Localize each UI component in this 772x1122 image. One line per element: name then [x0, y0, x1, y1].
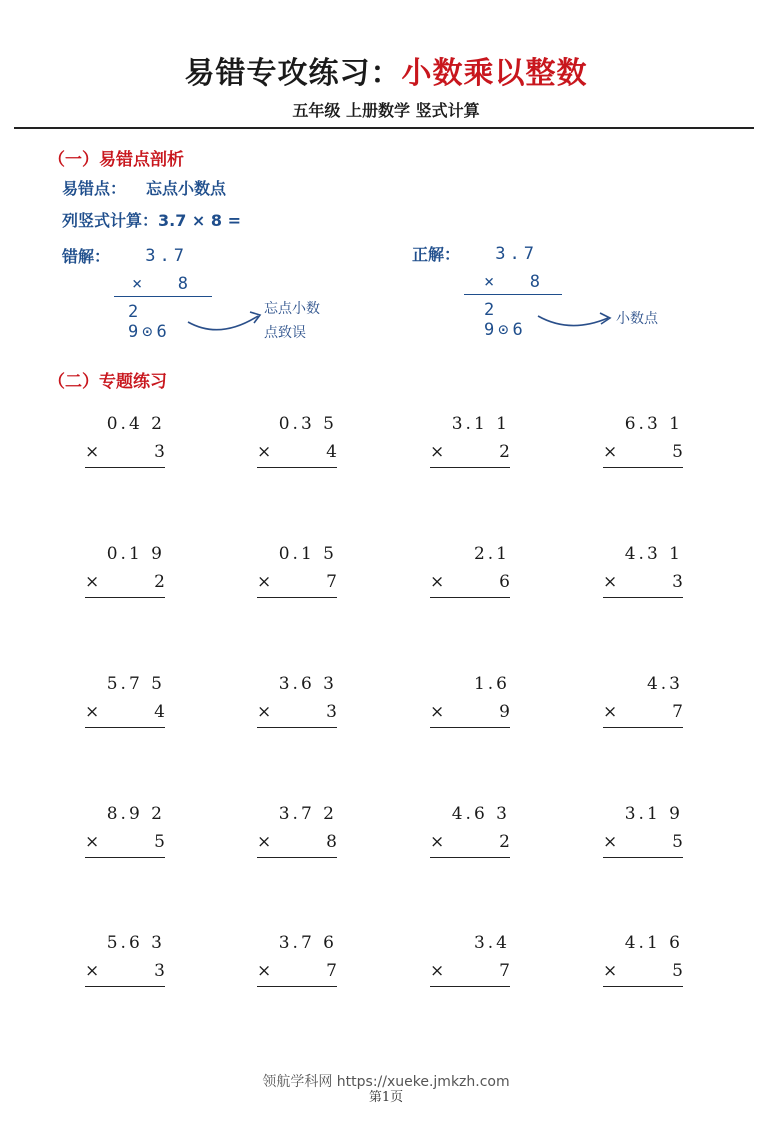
problem-underline — [257, 727, 337, 728]
problem-underline — [430, 597, 510, 598]
multiply-sign: × — [257, 572, 272, 592]
problem-top-number: 0.3 5 — [278, 414, 337, 434]
multiply-sign: × — [257, 702, 272, 722]
problem-multiplier: 2 — [499, 832, 510, 852]
page-subtitle: 五年级 上册数学 竖式计算 — [292, 101, 480, 120]
error-point-value: 忘点小数点 — [146, 179, 227, 198]
problem-multiply-row — [85, 572, 165, 592]
right-arrow — [530, 300, 620, 336]
practice-problem — [430, 414, 512, 484]
problem-multiply-row — [603, 832, 683, 852]
problem-multiplier: 3 — [154, 442, 165, 462]
practice-problem — [85, 544, 167, 614]
multiply-sign: × — [257, 832, 272, 852]
problem-underline — [257, 467, 337, 468]
practice-problem — [430, 674, 512, 744]
wrong-label: 错解： — [62, 247, 111, 266]
problem-multiplier: 2 — [499, 442, 510, 462]
multiply-sign: × — [85, 832, 100, 852]
multiply-sign: × — [85, 442, 100, 462]
problem-top-number: 8.9 2 — [106, 804, 165, 824]
multiply-sign: × — [603, 702, 618, 722]
right-multiply-sign: × — [484, 272, 495, 292]
problem-top-number: 2.1 — [473, 544, 510, 564]
wrong-arrow — [180, 300, 270, 340]
multiply-sign: × — [85, 961, 100, 981]
problem-multiply-row — [603, 572, 683, 592]
problem-underline — [85, 597, 165, 598]
practice-problem — [257, 414, 339, 484]
wrong-result: 2 9⊙6 — [128, 302, 171, 342]
problem-top-number: 3.4 — [473, 933, 510, 953]
problem-top-number: 1.6 — [473, 674, 510, 694]
page-title — [0, 48, 772, 92]
instruction-text: 列竖式计算：3.7 × 8 = — [62, 211, 242, 230]
problem-underline — [603, 986, 683, 987]
practice-problem — [430, 933, 512, 1003]
error-point-label: 易错点： — [62, 179, 127, 198]
multiply-sign: × — [603, 572, 618, 592]
right-note: 小数点 — [616, 311, 658, 327]
right-multiplier: 8 — [529, 272, 540, 292]
multiply-sign: × — [257, 442, 272, 462]
problem-top-number: 4.6 3 — [451, 804, 510, 824]
problem-underline — [430, 467, 510, 468]
practice-problem — [257, 544, 339, 614]
problem-multiply-row — [430, 832, 510, 852]
problem-multiply-row — [257, 572, 337, 592]
multiply-sign: × — [430, 961, 445, 981]
problem-multiplier: 6 — [499, 572, 510, 592]
problem-underline — [430, 727, 510, 728]
problem-top-number: 0.1 9 — [106, 544, 165, 564]
problem-underline — [603, 857, 683, 858]
wrong-multiply-row — [132, 274, 188, 294]
problem-underline — [603, 467, 683, 468]
multiply-sign: × — [603, 832, 618, 852]
problem-underline — [85, 986, 165, 987]
practice-problem — [85, 414, 167, 484]
practice-problem — [430, 544, 512, 614]
problem-top-number: 3.7 2 — [278, 804, 337, 824]
problem-top-number: 3.1 9 — [624, 804, 683, 824]
problem-top-number: 6.3 1 — [624, 414, 683, 434]
problem-multiplier: 4 — [326, 442, 337, 462]
practice-problem — [257, 933, 339, 1003]
problem-top-number: 4.1 6 — [624, 933, 683, 953]
problem-underline — [85, 727, 165, 728]
problem-multiplier: 5 — [672, 832, 683, 852]
header-divider — [14, 127, 754, 129]
wrong-multiplier: 8 — [177, 274, 188, 294]
problem-underline — [257, 986, 337, 987]
problem-multiply-row — [430, 572, 510, 592]
problem-multiply-row — [85, 832, 165, 852]
problem-multiplier: 5 — [154, 832, 165, 852]
practice-problem — [257, 804, 339, 874]
right-result: 2 9⊙6 — [484, 300, 527, 340]
practice-problem — [257, 674, 339, 744]
problem-multiplier: 7 — [326, 572, 337, 592]
problem-multiplier: 3 — [154, 961, 165, 981]
right-top-number: 3.7 — [495, 244, 538, 264]
problem-multiply-row — [257, 961, 337, 981]
problem-multiply-row — [603, 961, 683, 981]
multiply-sign: × — [430, 832, 445, 852]
multiply-sign: × — [430, 572, 445, 592]
problem-underline — [430, 986, 510, 987]
problem-multiply-row — [85, 702, 165, 722]
problem-multiplier: 4 — [154, 702, 165, 722]
title-part-1: 易错专攻练习： — [184, 56, 402, 91]
problem-multiplier: 7 — [672, 702, 683, 722]
footer-watermark: 领航学科网 https://xueke.jmkzh.com — [262, 1074, 510, 1090]
problem-multiplier: 3 — [672, 572, 683, 592]
problem-multiply-row — [257, 832, 337, 852]
problem-underline — [257, 857, 337, 858]
wrong-multiply-sign: × — [132, 274, 143, 294]
section1-heading: （一）易错点剖析 — [48, 150, 184, 170]
problem-top-number: 5.7 5 — [106, 674, 165, 694]
problem-multiply-row — [85, 442, 165, 462]
problem-multiplier: 7 — [499, 961, 510, 981]
multiply-sign: × — [85, 702, 100, 722]
multiply-sign: × — [430, 442, 445, 462]
problem-multiplier: 5 — [672, 442, 683, 462]
problem-multiply-row — [603, 702, 683, 722]
practice-problem — [85, 804, 167, 874]
wrong-top-number: 3.7 — [145, 246, 188, 266]
problem-multiply-row — [257, 702, 337, 722]
wrong-note-line2: 点致误 — [264, 325, 306, 341]
right-underline — [464, 294, 562, 295]
practice-problem — [603, 544, 685, 614]
practice-problem — [603, 414, 685, 484]
problem-multiply-row — [257, 442, 337, 462]
problem-top-number: 0.1 5 — [278, 544, 337, 564]
multiply-sign: × — [85, 572, 100, 592]
page-number: 第1页 — [368, 1090, 404, 1105]
problem-underline — [603, 727, 683, 728]
problem-top-number: 0.4 2 — [106, 414, 165, 434]
problem-multiplier: 8 — [326, 832, 337, 852]
problem-underline — [430, 857, 510, 858]
right-label: 正解： — [412, 245, 461, 264]
problem-underline — [257, 597, 337, 598]
problem-top-number: 4.3 — [646, 674, 683, 694]
multiply-sign: × — [257, 961, 272, 981]
practice-problem — [85, 674, 167, 744]
practice-problem — [603, 674, 685, 744]
problem-multiplier: 9 — [499, 702, 510, 722]
problem-multiply-row — [430, 961, 510, 981]
problem-top-number: 3.6 3 — [278, 674, 337, 694]
section2-heading: （二）专题练习 — [48, 372, 167, 392]
right-multiply-row — [484, 272, 540, 292]
problem-underline — [85, 857, 165, 858]
practice-problem — [85, 933, 167, 1003]
problem-multiplier: 2 — [154, 572, 165, 592]
problem-multiply-row — [430, 702, 510, 722]
problem-multiply-row — [85, 961, 165, 981]
problem-multiply-row — [430, 442, 510, 462]
problem-top-number: 3.7 6 — [278, 933, 337, 953]
title-part-2: 小数乘以整数 — [401, 56, 588, 91]
problem-multiply-row — [603, 442, 683, 462]
problem-top-number: 5.6 3 — [106, 933, 165, 953]
wrong-note-line1: 忘点小数 — [264, 301, 320, 317]
problem-multiplier: 5 — [672, 961, 683, 981]
multiply-sign: × — [430, 702, 445, 722]
problem-top-number: 3.1 1 — [451, 414, 510, 434]
problem-underline — [85, 467, 165, 468]
practice-problem — [603, 804, 685, 874]
problem-underline — [603, 597, 683, 598]
practice-problem — [603, 933, 685, 1003]
wrong-underline — [114, 296, 212, 297]
multiply-sign: × — [603, 442, 618, 462]
multiply-sign: × — [603, 961, 618, 981]
problem-multiplier: 3 — [326, 702, 337, 722]
problem-top-number: 4.3 1 — [624, 544, 683, 564]
practice-problem — [430, 804, 512, 874]
problem-multiplier: 7 — [326, 961, 337, 981]
